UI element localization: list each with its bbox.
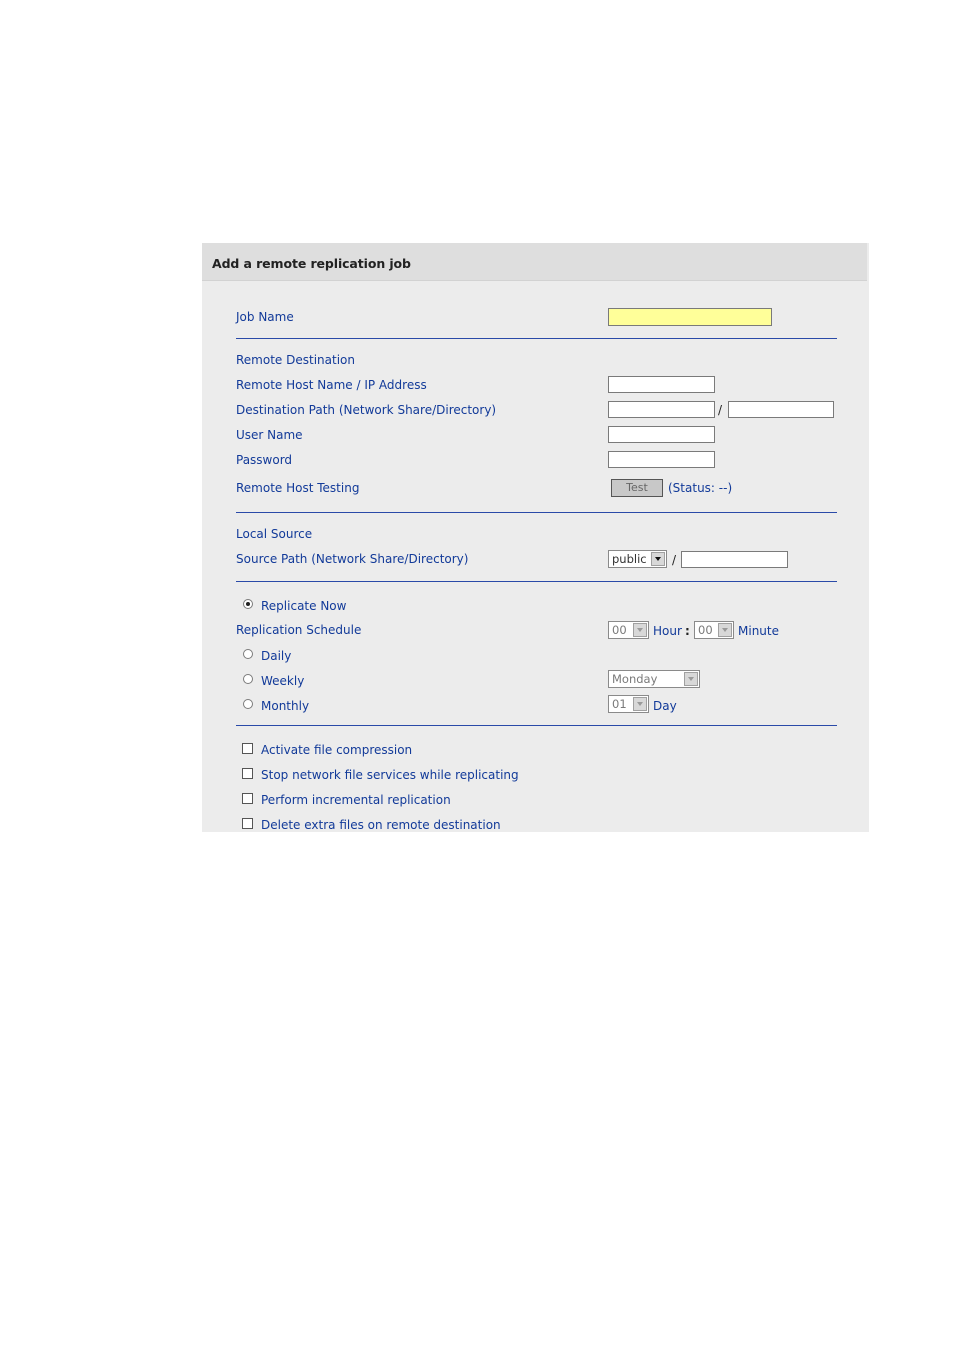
daily-label: Daily xyxy=(261,649,292,663)
remote-host-label: Remote Host Name / IP Address xyxy=(236,378,427,392)
panel-title: Add a remote replication job xyxy=(212,256,411,271)
delete-extra-label: Delete extra files on remote destination xyxy=(261,818,501,832)
weekday-value: Monday xyxy=(612,672,658,686)
time-separator: : xyxy=(685,624,690,638)
source-path-label: Source Path (Network Share/Directory) xyxy=(236,552,469,566)
user-name-label: User Name xyxy=(236,428,303,442)
stop-services-checkbox[interactable] xyxy=(242,768,253,779)
replication-job-panel xyxy=(202,243,869,832)
divider xyxy=(236,581,837,582)
destination-directory-input[interactable] xyxy=(728,401,834,418)
minute-value: 00 xyxy=(698,623,713,637)
password-label: Password xyxy=(236,453,293,467)
remote-host-input[interactable] xyxy=(608,376,715,393)
hour-unit-label: Hour xyxy=(653,624,682,638)
chevron-down-icon xyxy=(633,623,647,637)
chevron-down-icon xyxy=(651,552,665,566)
replicate-now-label: Replicate Now xyxy=(261,599,347,613)
day-value: 01 xyxy=(612,697,627,711)
source-share-value: public xyxy=(612,552,647,566)
compression-label: Activate file compression xyxy=(261,743,413,757)
day-unit-label: Day xyxy=(653,699,677,713)
path-separator: / xyxy=(672,553,677,567)
path-separator: / xyxy=(718,403,723,417)
stop-services-label: Stop network file services while replicating xyxy=(261,768,519,782)
test-status-text: (Status: --) xyxy=(668,481,733,495)
source-directory-input[interactable] xyxy=(681,551,788,568)
test-button[interactable]: Test xyxy=(611,479,663,497)
compression-checkbox[interactable] xyxy=(242,743,253,754)
destination-path-label: Destination Path (Network Share/Directory) xyxy=(236,403,497,417)
replication-schedule-label: Replication Schedule xyxy=(236,623,362,637)
user-name-input[interactable] xyxy=(608,426,715,443)
divider xyxy=(236,725,837,726)
weekly-radio[interactable] xyxy=(243,674,253,684)
minute-unit-label: Minute xyxy=(738,624,779,638)
chevron-down-icon xyxy=(633,697,647,711)
remote-destination-heading: Remote Destination xyxy=(236,353,355,367)
delete-extra-checkbox[interactable] xyxy=(242,818,253,829)
replicate-now-radio[interactable] xyxy=(243,599,253,609)
weekday-select[interactable] xyxy=(608,670,700,688)
divider xyxy=(236,512,837,513)
destination-share-input[interactable] xyxy=(608,401,715,418)
incremental-label: Perform incremental replication xyxy=(261,793,451,807)
job-name-input[interactable] xyxy=(608,308,772,326)
panel-header xyxy=(202,243,867,281)
local-source-heading: Local Source xyxy=(236,527,313,541)
chevron-down-icon xyxy=(718,623,732,637)
job-name-label: Job Name xyxy=(236,310,294,324)
monthly-radio[interactable] xyxy=(243,699,253,709)
day-select[interactable] xyxy=(608,695,649,713)
daily-radio[interactable] xyxy=(243,649,253,659)
chevron-down-icon xyxy=(684,672,698,686)
hour-value: 00 xyxy=(612,623,627,637)
monthly-label: Monthly xyxy=(261,699,310,713)
source-share-select[interactable] xyxy=(608,550,667,568)
minute-select[interactable] xyxy=(694,621,734,639)
hour-select[interactable] xyxy=(608,621,649,639)
remote-host-testing-label: Remote Host Testing xyxy=(236,481,360,495)
password-input[interactable] xyxy=(608,451,715,468)
incremental-checkbox[interactable] xyxy=(242,793,253,804)
divider xyxy=(236,338,837,339)
weekly-label: Weekly xyxy=(261,674,305,688)
